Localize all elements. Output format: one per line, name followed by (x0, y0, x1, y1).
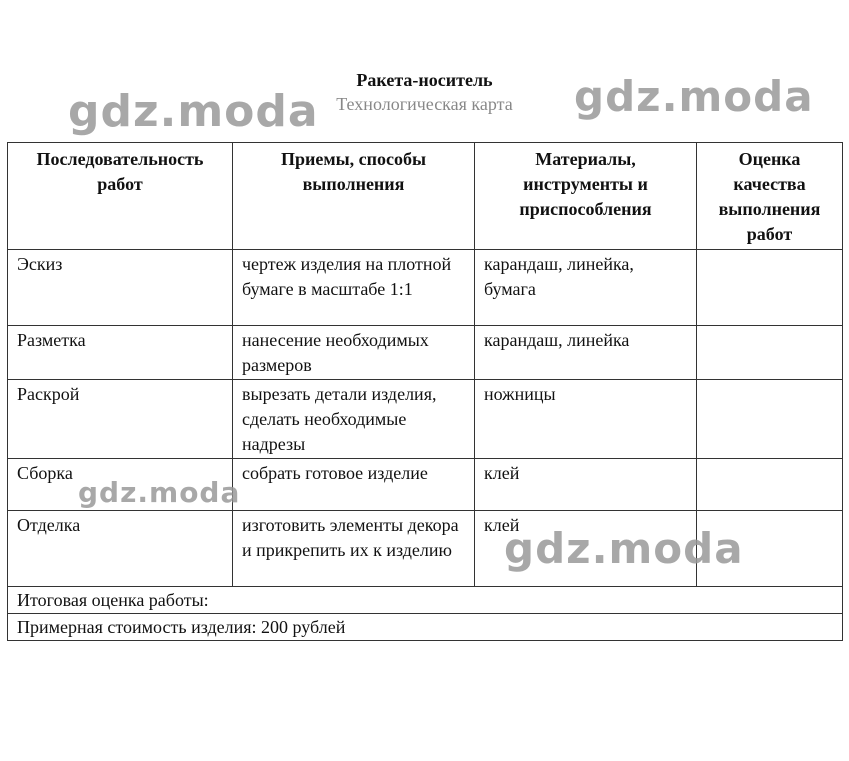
watermark: gdz.moda (78, 476, 241, 509)
cell-method: нанесение необходимых размеров (233, 326, 475, 380)
total-score-row (8, 587, 843, 614)
cost-label: Примерная стоимость изделия: 200 рублей (8, 614, 843, 641)
cell-materials: карандаш, линейка (475, 326, 697, 380)
table-row (8, 380, 843, 459)
cell-step: Сборка (8, 459, 233, 511)
cell-step: Разметка (8, 326, 233, 380)
table-row (8, 326, 843, 380)
cell-quality (697, 459, 843, 511)
document-title: Ракета-носитель (356, 70, 493, 90)
cell-materials: клей (475, 459, 697, 511)
cell-quality (697, 380, 843, 459)
cell-method: изготовить элементы декора и прикрепить их к изделию (233, 511, 475, 587)
cell-step: Эскиз (8, 250, 233, 326)
table-row (8, 250, 843, 326)
cell-step: Раскрой (8, 380, 233, 459)
cell-quality (697, 250, 843, 326)
total-score-label: Итоговая оценка работы: (8, 587, 843, 614)
header-quality: Оценка качества выполнения работ (697, 143, 843, 250)
header-sequence: Последовательность работ (8, 143, 233, 250)
cell-materials: ножницы (475, 380, 697, 459)
cell-materials: клей (475, 511, 697, 587)
cell-materials: карандаш, линейка, бумага (475, 250, 697, 326)
cell-quality (697, 326, 843, 380)
cell-method: чертеж изделия на плотной бумаге в масштабе 1:1 (233, 250, 475, 326)
cost-row (8, 614, 843, 641)
watermark: gdz.moda (68, 86, 319, 137)
cell-method: собрать готовое изделие (233, 459, 475, 511)
header-materials: Материалы, инструменты и приспособления (475, 143, 697, 250)
cell-method: вырезать детали изделия, сделать необходимые надрезы (233, 380, 475, 459)
table-header-row (8, 143, 843, 250)
document-subtitle: Технологическая карта (336, 94, 513, 114)
cell-step: Отделка (8, 511, 233, 587)
watermark: gdz.moda (504, 524, 744, 573)
watermark: gdz.moda (574, 72, 814, 121)
header-methods: Приемы, способы выполнения (233, 143, 475, 250)
